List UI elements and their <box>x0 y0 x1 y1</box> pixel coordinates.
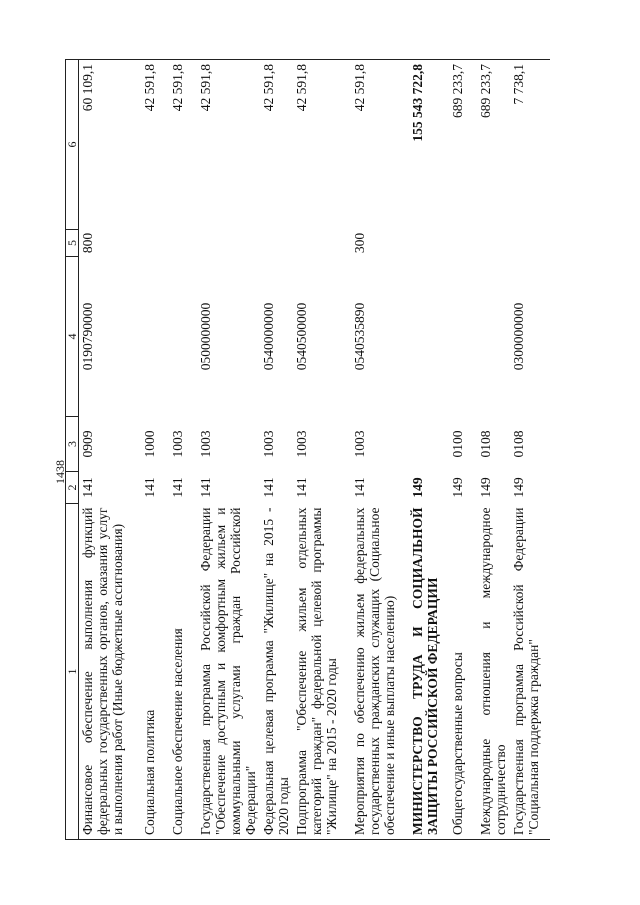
row-section: 1003 <box>351 430 367 458</box>
table-row <box>351 60 409 840</box>
row-amount: 42 591,8 <box>197 60 260 230</box>
row-target <box>169 257 197 417</box>
row-code: 141 <box>197 477 213 498</box>
row-expense <box>449 230 477 257</box>
table-row <box>141 60 169 840</box>
row-section: 1003 <box>197 430 213 458</box>
row-code: 149 <box>510 477 526 498</box>
row-code: 141 <box>80 477 95 498</box>
row-amount: 60 109,1 <box>79 60 141 230</box>
row-code: 141 <box>351 477 367 498</box>
row-code: 149 <box>449 477 465 498</box>
row-section: 1000 <box>141 430 157 458</box>
header-row <box>66 60 79 840</box>
row-name: Общегосударственные вопросы <box>449 504 477 840</box>
header-col-1: 1 <box>66 504 79 840</box>
row-name: МИНИСТЕРСТВО ТРУДА И СОЦИАЛЬНОЙ ЗАЩИТЫ РОССИЙСКОЙ ФЕДЕРАЦИИ <box>409 504 449 840</box>
row-section: 0100 <box>449 430 465 458</box>
table-row <box>510 60 550 840</box>
table-row <box>169 60 197 840</box>
row-section <box>409 417 449 472</box>
row-target: 0190790000 <box>80 302 95 371</box>
row-target: 0300000000 <box>510 302 526 371</box>
row-target <box>409 257 449 417</box>
row-section: 0909 <box>80 430 95 458</box>
row-amount: 7 738,1 <box>510 60 550 230</box>
row-target: 0500000000 <box>197 302 213 371</box>
row-section: 1003 <box>260 430 276 458</box>
row-section: 1003 <box>293 430 309 458</box>
row-expense <box>197 230 260 257</box>
table-row <box>409 60 449 840</box>
row-section: 0108 <box>510 430 526 458</box>
row-target <box>449 257 477 417</box>
table-row <box>477 60 510 840</box>
row-target <box>477 257 510 417</box>
row-expense <box>260 230 293 257</box>
row-expense: 800 <box>80 232 95 254</box>
header-col-6: 6 <box>66 60 79 230</box>
row-name: Государственная программа Российской Федерации "Обеспечение доступным и комфортным жильем и коммунальными услугами граждан Российской Федерации" <box>197 504 260 840</box>
table-row <box>293 60 351 840</box>
row-expense <box>141 230 169 257</box>
row-section: 1003 <box>169 430 185 458</box>
row-name: Социальная политика <box>141 504 169 840</box>
row-section: 0108 <box>477 430 493 458</box>
row-target: 0540535890 <box>351 302 367 371</box>
row-amount: 689 233,7 <box>477 60 510 230</box>
header-col-4: 4 <box>66 257 79 417</box>
row-amount: 155 543 722,8 <box>409 60 449 230</box>
header-col-3: 3 <box>66 417 79 472</box>
page-number: 1438 <box>53 460 67 484</box>
row-code: 141 <box>169 477 185 498</box>
table-row <box>79 60 141 840</box>
row-target: 0540000000 <box>260 302 276 371</box>
header-col-2: 2 <box>66 472 79 504</box>
row-code: 141 <box>293 477 309 498</box>
row-expense <box>169 230 197 257</box>
row-expense: 300 <box>351 232 367 254</box>
row-amount: 42 591,8 <box>351 60 409 230</box>
row-code: 141 <box>260 477 276 498</box>
row-code: 149 <box>409 477 425 498</box>
row-name: Федеральная целевая программа "Жилище" на 2015 - 2020 годы <box>260 504 293 840</box>
budget-table <box>65 59 550 840</box>
row-name: Государственная программа Российской Федерации "Социальная поддержка граждан" <box>510 504 550 840</box>
row-amount: 42 591,8 <box>169 60 197 230</box>
header-col-5: 5 <box>66 230 79 257</box>
row-name: Мероприятия по обеспечению жильем федеральных государственных гражданских служащих (Социальное обеспечение и иные выплаты населению) <box>351 504 409 840</box>
row-code: 141 <box>141 477 157 498</box>
row-expense <box>293 230 351 257</box>
row-name: Подпрограмма "Обеспечение жильем отдельных категорий граждан" федеральной целевой программы "Жилище" на 2015 - 2020 годы <box>293 504 351 840</box>
row-amount: 689 233,7 <box>449 60 477 230</box>
row-target <box>141 257 169 417</box>
budget-table-container <box>65 60 585 840</box>
row-expense <box>510 230 550 257</box>
row-code: 149 <box>477 477 493 498</box>
row-expense <box>477 230 510 257</box>
table-row <box>449 60 477 840</box>
row-amount: 42 591,8 <box>141 60 169 230</box>
table-row <box>260 60 293 840</box>
table-row <box>197 60 260 840</box>
row-amount: 42 591,8 <box>260 60 293 230</box>
row-name: Финансовое обеспечение выполнения функций федеральных государственных органов, оказания услуг и выполнения работ (Иные бюджетные ассигнования) <box>79 504 141 840</box>
row-expense <box>409 230 449 257</box>
row-amount: 42 591,8 <box>293 60 351 230</box>
row-name: Международные отношения и международное сотрудничество <box>477 504 510 840</box>
row-target: 0540500000 <box>293 302 309 371</box>
row-name: Социальное обеспечение населения <box>169 504 197 840</box>
